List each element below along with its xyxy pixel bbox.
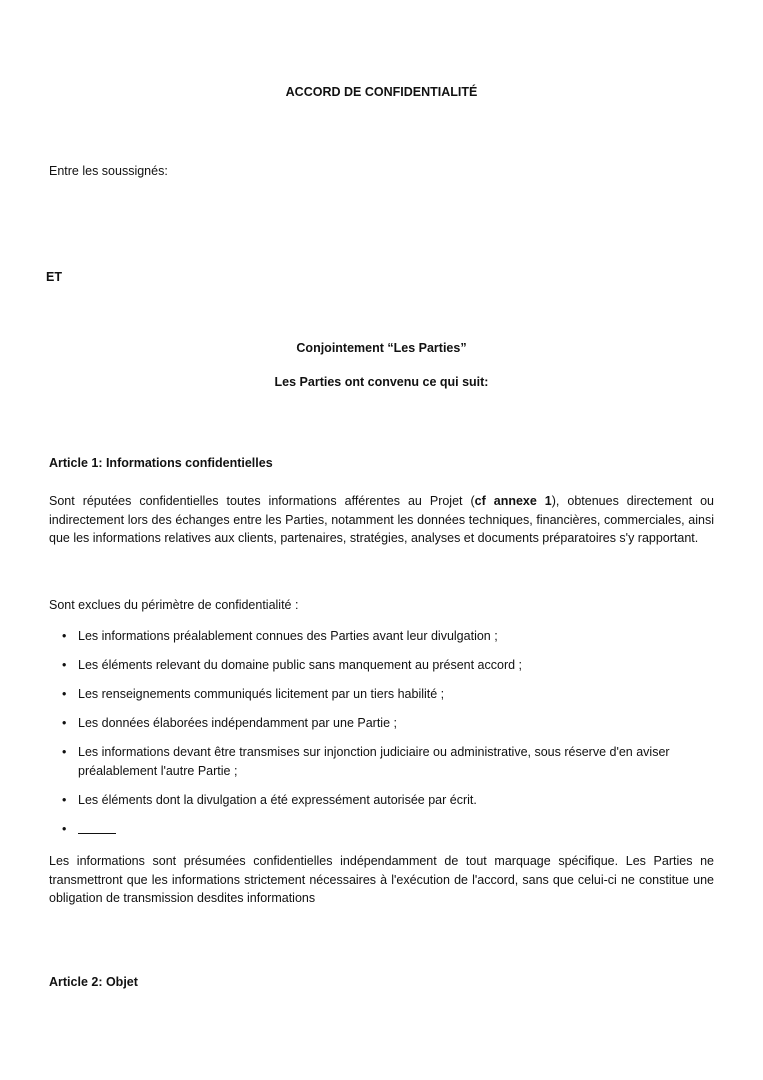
p1-text-after: ), obtenues directement ou indirectement lors des échanges entre les Parties, notamment les données techniques, financières, commerciales, ainsi que les informations relatives aux clients, partenaires, stratégies, analyses et documents préparatoires s'y rapportant. — [49, 494, 714, 545]
article-1-paragraph-1 — [49, 492, 714, 548]
bullet-icon: • — [62, 716, 67, 730]
blank-line[interactable] — [78, 820, 116, 834]
article-1-paragraph-2: Sont exclues du périmètre de confidentialité : — [49, 598, 299, 612]
bullet-icon: • — [62, 658, 67, 672]
bullet-icon: • — [62, 687, 67, 701]
document-title: ACCORD DE CONFIDENTIALITÉ — [285, 85, 478, 99]
list-item — [60, 627, 720, 646]
annex-reference: cf annexe 1 — [474, 494, 552, 508]
list-item — [60, 743, 720, 780]
bullet-icon: • — [62, 629, 67, 643]
list-item — [60, 714, 720, 733]
list-item-text: Les informations préalablement connues des Parties avant leur divulgation ; — [78, 629, 498, 643]
exclusions-list — [60, 627, 720, 850]
et-separator: ET — [46, 270, 62, 284]
article-2-heading: Article 2: Objet — [49, 975, 138, 989]
article-1-heading: Article 1: Informations confidentielles — [49, 456, 273, 470]
convenu-heading: Les Parties ont convenu ce qui suit: — [274, 375, 489, 389]
list-item-text: Les renseignements communiqués licitement par un tiers habilité ; — [78, 687, 445, 701]
p1-text-before: Sont réputées confidentielles toutes informations afférentes au Projet ( — [49, 494, 475, 508]
list-item — [60, 791, 720, 810]
parties-intro: Entre les soussignés: — [49, 164, 168, 178]
bullet-icon: • — [62, 821, 67, 836]
article-1-paragraph-3: Les informations sont présumées confidentielles indépendamment de tout marquage spécifique. Les Parties ne transmettront que les informations strictement nécessaires à l'exécution de l'accord, sans que celui-ci ne constitue une obligation de transmission desdites informations — [49, 854, 714, 905]
list-item-blank — [60, 820, 720, 840]
conjointement-heading: Conjointement “Les Parties” — [296, 341, 467, 355]
list-item-text: Les informations devant être transmises sur injonction judiciaire ou administrative, sous réserve d'en aviser préalablement l'autre Partie ; — [78, 745, 670, 778]
list-item — [60, 656, 720, 675]
list-item-text: Les éléments dont la divulgation a été expressément autorisée par écrit. — [78, 792, 477, 807]
bullet-icon: • — [62, 792, 67, 807]
list-item — [60, 685, 720, 704]
list-item-text: Les éléments relevant du domaine public sans manquement au présent accord ; — [78, 658, 523, 672]
list-item-text: Les données élaborées indépendamment par une Partie ; — [78, 716, 397, 730]
bullet-icon: • — [62, 745, 67, 759]
